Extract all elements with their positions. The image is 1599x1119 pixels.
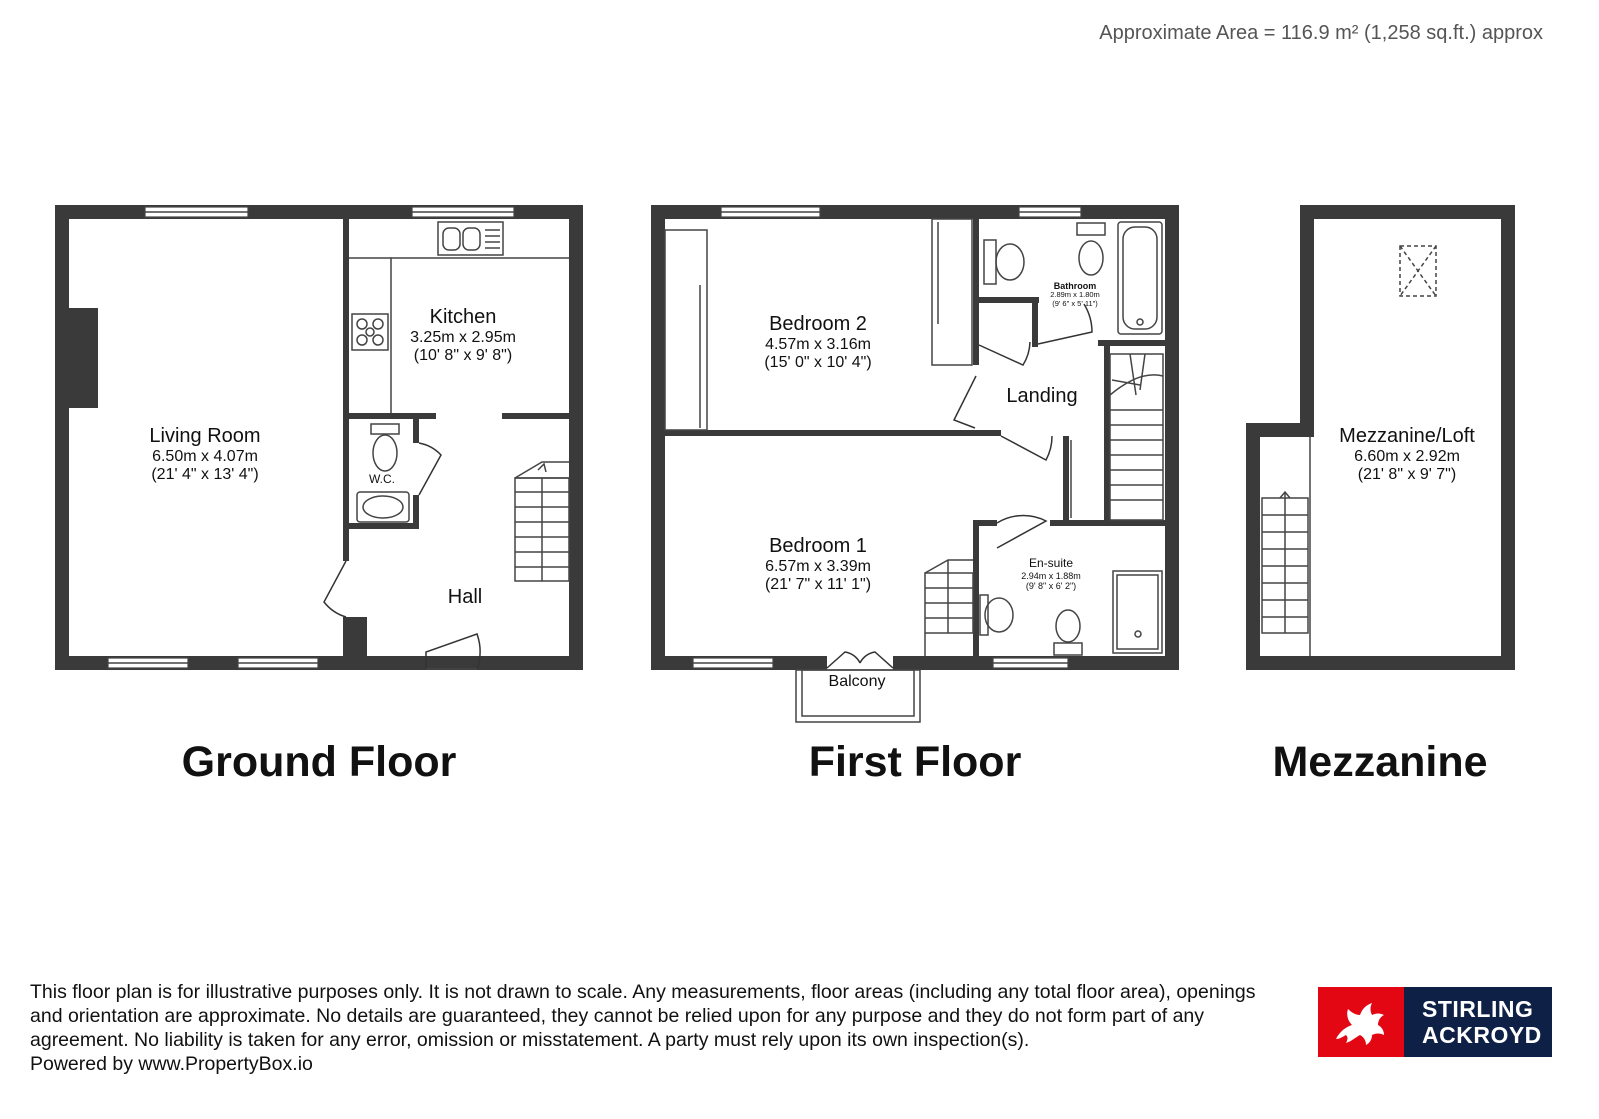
room-name: Landing xyxy=(1006,385,1078,407)
floor-title-first: First Floor xyxy=(808,738,1022,786)
logo-line-2: ACKROYD xyxy=(1422,1022,1542,1048)
room-name: Bedroom 1 xyxy=(769,535,867,557)
room-dimensions-imperial: (21' 7" x 11' 1") xyxy=(764,576,872,594)
room-name: Bedroom 2 xyxy=(769,313,867,335)
room-dimensions-metric: 6.50m x 4.07m xyxy=(152,448,258,465)
room-label-hall xyxy=(448,586,482,609)
shower-tray xyxy=(1113,571,1162,653)
room-name: En-suite xyxy=(1028,556,1074,570)
room-dimensions-imperial: (9' 6" x 5' 11") xyxy=(1052,298,1098,308)
approximate-area: Approximate Area = 116.9 m² (1,258 sq.ft.) approx xyxy=(1099,22,1543,44)
floor-title-mezzanine: Mezzanine xyxy=(1272,738,1488,786)
chimney-breast xyxy=(69,308,98,408)
room-name: Mezzanine/Loft xyxy=(1339,425,1475,447)
staircase xyxy=(1262,492,1308,633)
room-dimensions-imperial: (21' 4" x 13' 4") xyxy=(151,466,259,484)
room-label-balcony xyxy=(829,673,886,691)
room-dimensions-metric: 3.25m x 2.95m xyxy=(410,329,516,346)
room-label-wc xyxy=(369,473,395,487)
disclaimer-text: This floor plan is for illustrative purposes only. It is not drawn to scale. Any measurements, floor areas (including any total floor area), openings and orientation are approximate. No details are guaranteed, they cannot be relied upon for any purpose and they do not form part of any agreement. No liability is taken for any error, omission or misstatement. A party must rely upon its own inspection(s). xyxy=(30,981,1256,1051)
staircase xyxy=(1110,354,1163,520)
hob xyxy=(352,314,388,350)
stirling-ackroyd-logo xyxy=(1318,987,1552,1057)
dragon-icon xyxy=(1318,987,1404,1057)
room-name: W.C. xyxy=(369,472,395,486)
room-dimensions-imperial: (9' 8" x 6' 2") xyxy=(1025,581,1077,592)
room-dimensions-metric: 6.57m x 3.39m xyxy=(765,558,871,575)
room-label-mezzanine-loft xyxy=(1339,425,1475,485)
room-label-landing xyxy=(1006,385,1077,408)
powered-by: Powered by www.PropertyBox.io xyxy=(30,1053,313,1075)
room-name: Bathroom xyxy=(1053,281,1097,291)
room-name: Living Room xyxy=(149,425,261,447)
room-name: Kitchen xyxy=(429,306,497,328)
room-label-kitchen xyxy=(410,306,516,366)
room-label-living-room xyxy=(149,425,260,485)
room-dimensions-imperial: (15' 0" x 10' 4") xyxy=(764,354,872,372)
floor-title-ground: Ground Floor xyxy=(181,738,457,786)
room-dimensions-metric: 2.94m x 1.88m xyxy=(1021,570,1081,581)
staircase xyxy=(925,560,973,656)
room-dimensions-metric: 6.60m x 2.92m xyxy=(1354,448,1460,465)
room-name: Hall xyxy=(447,586,483,608)
room-dimensions-metric: 2.89m x 1.80m xyxy=(1050,290,1100,300)
staircase xyxy=(515,462,569,581)
room-dimensions-metric: 4.57m x 3.16m xyxy=(765,336,871,353)
room-dimensions-imperial: (21' 8" x 9' 7") xyxy=(1357,466,1457,484)
room-label-bedroom-2 xyxy=(764,313,871,373)
room-label-bathroom xyxy=(1050,281,1100,309)
ground-floor-plan xyxy=(55,205,583,670)
room-label-bedroom-1 xyxy=(765,535,871,595)
disclaimer xyxy=(30,980,1270,1076)
room-label-en-suite xyxy=(1021,557,1081,591)
room-dimensions-imperial: (10' 8" x 9' 8") xyxy=(413,347,513,365)
logo-text xyxy=(1404,987,1552,1057)
bath xyxy=(1118,222,1162,334)
logo-line-1: STIRLING xyxy=(1422,996,1534,1022)
room-name: Balcony xyxy=(828,673,886,690)
